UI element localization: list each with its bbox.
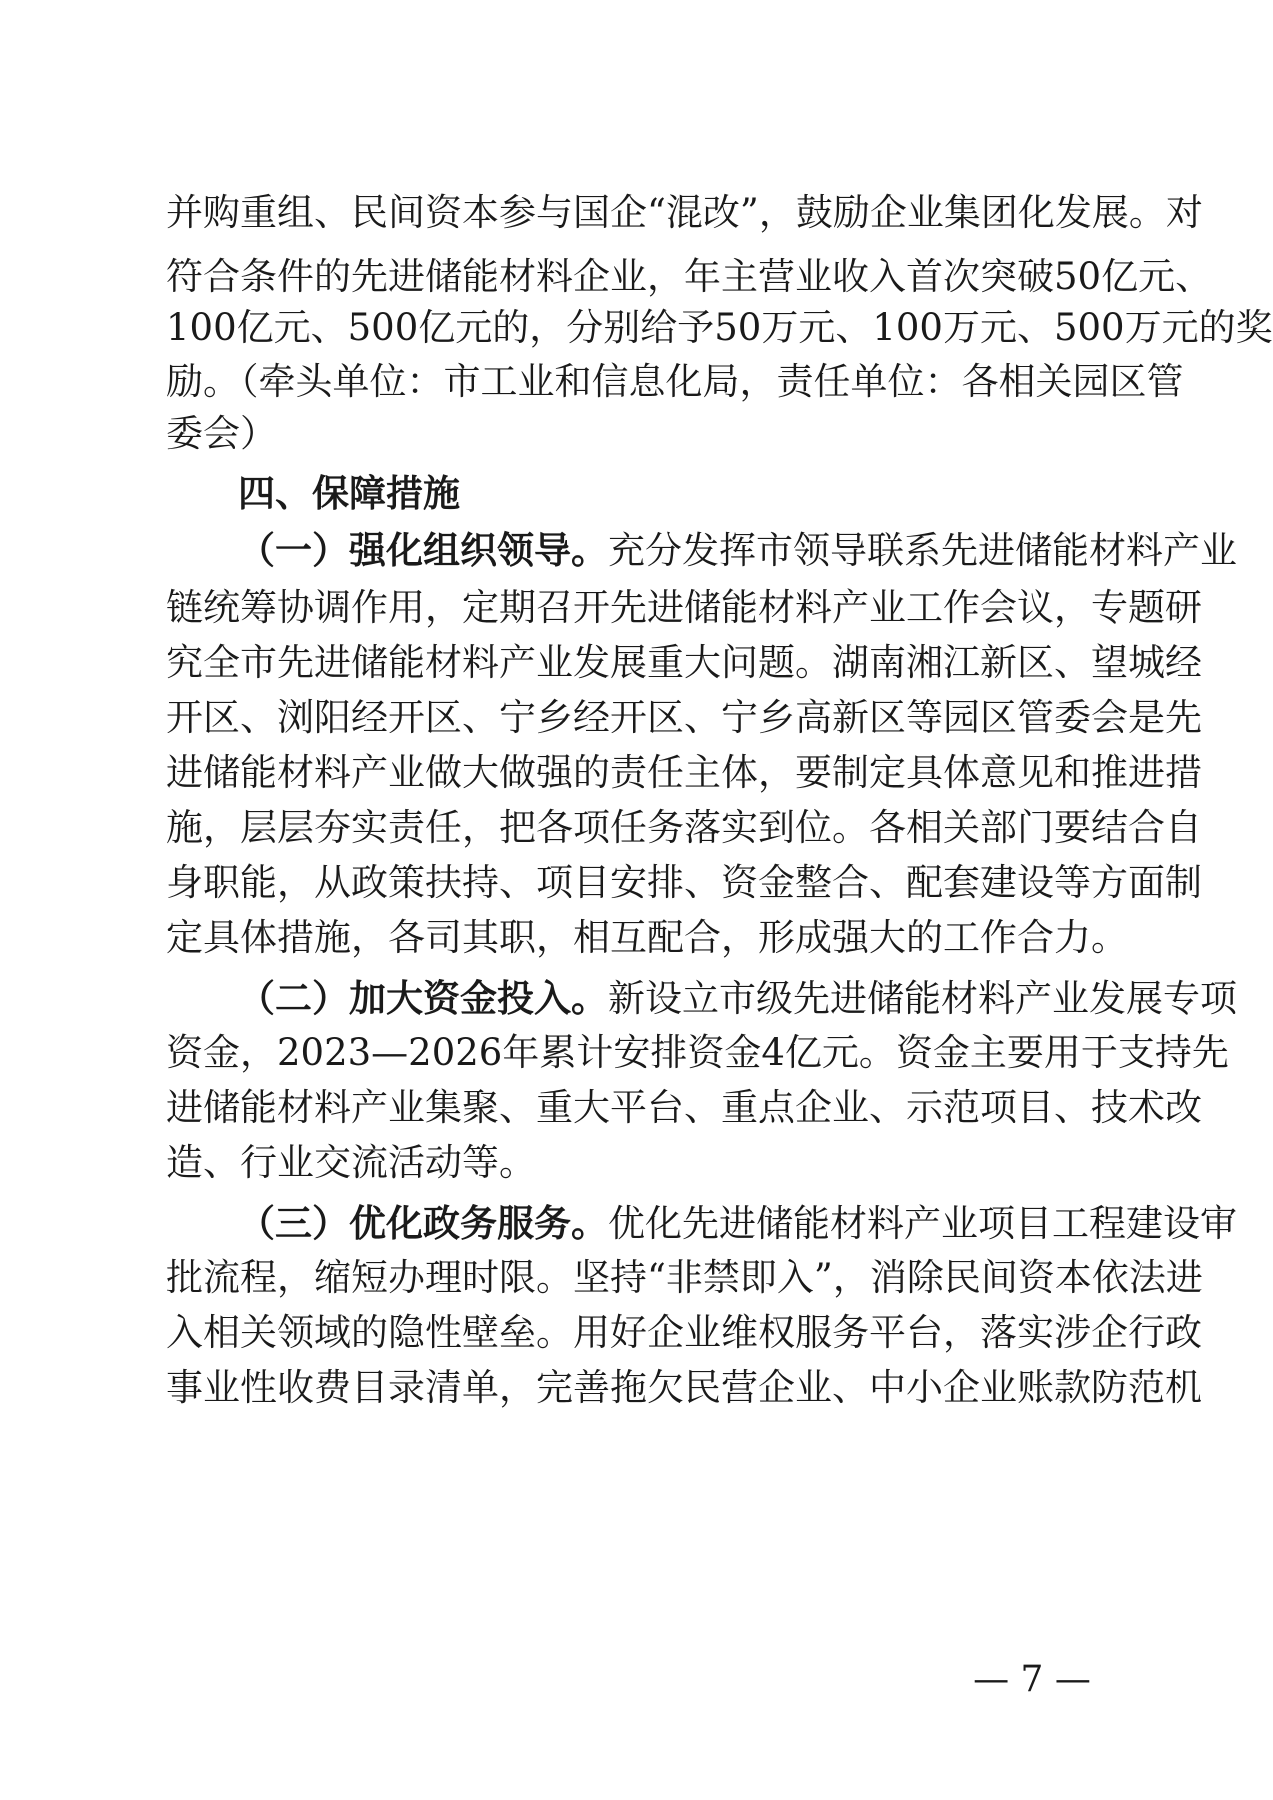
body-text-line: 施，层层夯实责任，把各项任务落实到位。各相关部门要结合自 — [166, 806, 1202, 849]
body-text-line: 开区、浏阳经开区、宁乡经开区、宁乡高新区等园区管委会是先 — [166, 696, 1202, 739]
body-text-line: 事业性收费目录清单，完善拖欠民营企业、中小企业账款防范机 — [166, 1366, 1202, 1409]
body-text-line: 资金，2023—2026年累计安排资金4亿元。资金主要用于支持先 — [166, 1031, 1229, 1074]
section-heading: 四、保障措施 — [238, 472, 460, 515]
body-text-line: 入相关领域的隐性壁垒。用好企业维权服务平台，落实涉企行政 — [166, 1311, 1202, 1354]
body-text-line: 链统筹协调作用，定期召开先进储能材料产业工作会议，专题研 — [166, 586, 1202, 629]
body-text-line: 100亿元、500亿元的，分别给予50万元、100万元、500万元的奖 — [166, 306, 1273, 349]
body-text-line: 并购重组、民间资本参与国企“混改”，鼓励企业集团化发展。对 — [166, 191, 1203, 234]
paragraph-lead: （二）加大资金投入。 — [238, 976, 608, 1020]
body-text-line: 定具体措施，各司其职，相互配合，形成强大的工作合力。 — [166, 916, 1128, 959]
body-text-line: 进储能材料产业做大做强的责任主体，要制定具体意见和推进措 — [166, 751, 1202, 794]
body-text-line: 励。（牵头单位：市工业和信息化局，责任单位：各相关园区管 — [166, 360, 1184, 403]
body-text-line: 进储能材料产业集聚、重大平台、重点企业、示范项目、技术改 — [166, 1086, 1202, 1129]
paragraph-lead: （一）强化组织领导。 — [238, 528, 608, 572]
paragraph-text: 优化先进储能材料产业项目工程建设审 — [608, 1202, 1237, 1245]
body-text-line: 批流程，缩短办理时限。坚持“非禁即入”，消除民间资本依法进 — [166, 1256, 1203, 1299]
page-number: — 7 — — [973, 1659, 1091, 1700]
paragraph-text: 新设立市级先进储能材料产业发展专项 — [608, 977, 1237, 1020]
paragraph-text: 充分发挥市领导联系先进储能材料产业 — [608, 529, 1237, 572]
paragraph-lead: （三）优化政务服务。 — [238, 1201, 608, 1245]
body-text-line: 造、行业交流活动等。 — [166, 1141, 536, 1184]
body-text-line: 身职能，从政策扶持、项目安排、资金整合、配套建设等方面制 — [166, 861, 1202, 904]
body-text-line: 委会） — [166, 412, 277, 455]
body-text-line: 符合条件的先进储能材料企业，年主营业收入首次突破50亿元、 — [166, 255, 1213, 298]
body-text-line: 究全市先进储能材料产业发展重大问题。湖南湘江新区、望城经 — [166, 641, 1202, 684]
paragraph-first-line — [238, 518, 1237, 582]
